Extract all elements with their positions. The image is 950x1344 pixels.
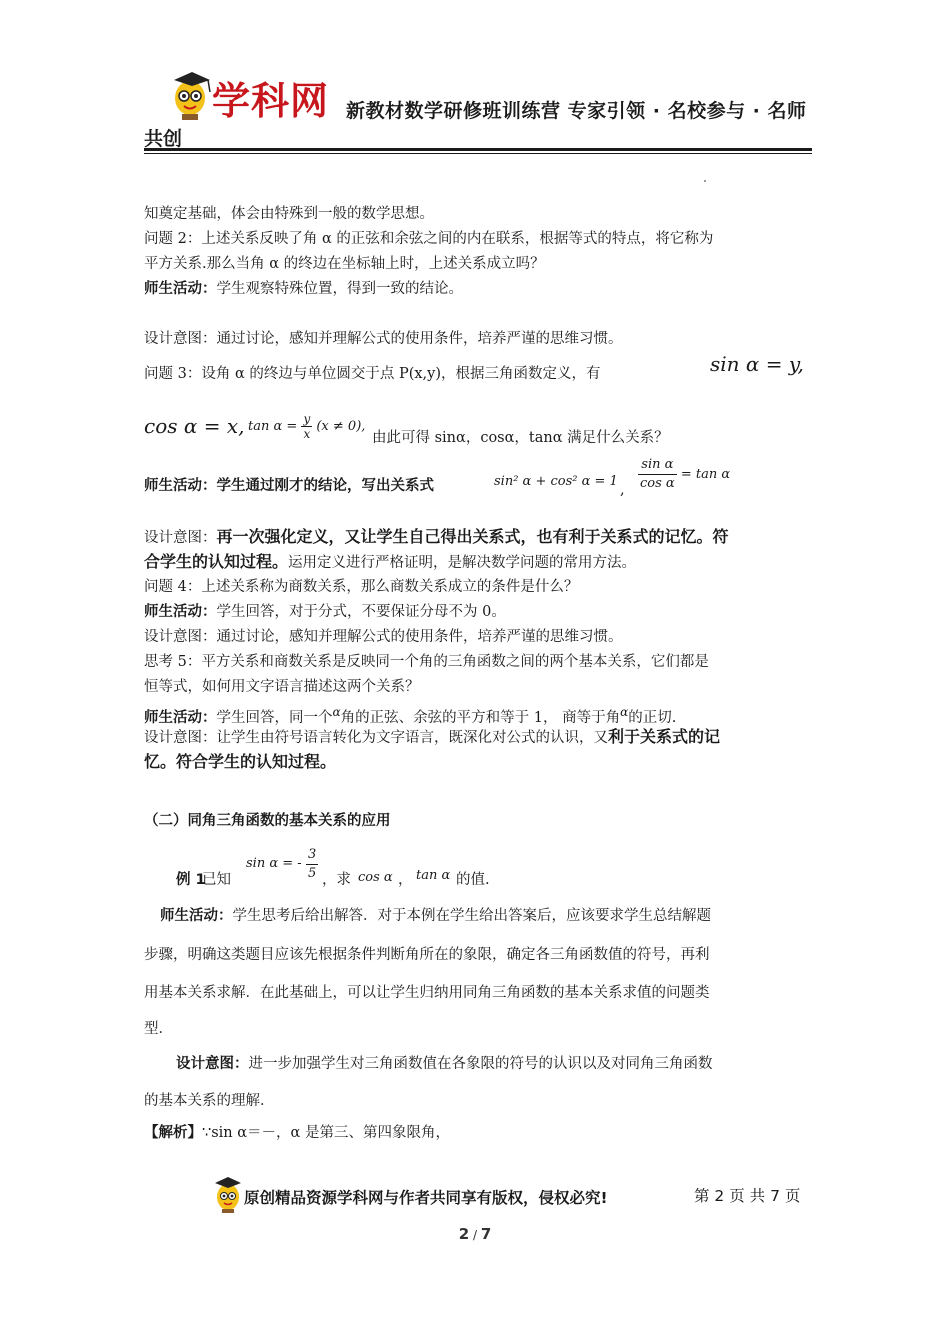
text: 学生回答，同一个 — [216, 709, 333, 726]
fraction — [638, 456, 677, 493]
label: 师生活动：学生通过刚才的结论，写出关系式 — [144, 478, 434, 494]
text-line — [144, 527, 729, 548]
denominator: cos α — [640, 476, 675, 491]
text-line: 的基本关系的理解． — [144, 1093, 275, 1109]
text-line — [144, 702, 676, 728]
text-line: 问题 2：上述关系反映了角 α 的正弦和余弦之间的内在联系，根据等式的特点，将它称为 — [144, 231, 714, 247]
label: 【解析】 — [144, 1125, 202, 1141]
bold-text: 利于关系式的记 — [608, 727, 721, 746]
formula-line — [144, 412, 812, 448]
math-cos: cos α — [358, 870, 393, 885]
text-line — [144, 1123, 450, 1143]
text: 学生思考后给出解答．对于本例在学生给出答案后，应该要求学生总结解题 — [232, 908, 711, 924]
text-line — [144, 727, 720, 748]
text-line: 步骤，明确这类题目应该先根据条件判断角所在的象限，确定各三角函数值的符号，再利 — [144, 947, 710, 963]
text-line: 型． — [144, 1021, 173, 1037]
math-cos: cos α = x, — [144, 414, 245, 438]
copyright-notice: 原创精品资源学科网与作者共同享有版权，侵权必究! — [244, 1189, 608, 1207]
text: 学生回答，对于分式，不要保证分母不为 0。 — [216, 604, 506, 620]
tan-lhs: tan α = — [248, 419, 298, 434]
numerator: sin α — [638, 456, 677, 475]
label: 设计意图： — [176, 1056, 249, 1072]
page-info: 第 2 页 共 7 页 — [694, 1187, 801, 1205]
text-line — [144, 279, 463, 299]
text: ，求 — [322, 872, 351, 888]
text-line: 知奠定基础，体会由特殊到一般的数学思想。 — [144, 206, 434, 222]
math-sin: sin α = y, — [710, 352, 804, 376]
text-line — [176, 1054, 713, 1074]
denominator: x — [303, 427, 311, 441]
math-sin: sin α = - — [246, 856, 302, 871]
text: ， — [398, 872, 413, 888]
text-line — [144, 752, 336, 773]
text: 角的正弦、余弦的平方和等于 1， 商等于角 — [340, 709, 621, 726]
alpha: α — [620, 705, 629, 719]
current-page: 2 — [458, 1225, 470, 1243]
label: 例 1 — [176, 872, 206, 888]
text-line — [144, 552, 636, 573]
fraction — [301, 412, 312, 441]
bold-text: 再一次强化定义，又让学生自己得出关系式，也有利于关系式的记忆。符 — [216, 527, 729, 546]
alpha: α — [332, 705, 341, 719]
total-pages: 7 — [480, 1225, 492, 1243]
text: 运用定义进行严格证明，是解决数学问题的常用方法。 — [288, 555, 637, 571]
label: 师生活动： — [144, 604, 217, 620]
label: 设计意图： — [144, 530, 217, 546]
label: 师生活动： — [160, 908, 233, 924]
separator: / — [469, 1228, 481, 1242]
label: 师生活动： — [144, 281, 217, 297]
header-rule-thick — [144, 148, 812, 151]
denominator: 5 — [308, 866, 317, 881]
section-heading: （二）同角三角函数的基本关系的应用 — [144, 813, 391, 829]
text-line: 思考 5：平方关系和商数关系是反映同一个角的三角函数之间的两个基本关系，它们都是 — [144, 654, 709, 670]
math-identity: sin² α + cos² α = 1 — [494, 474, 618, 489]
mascot-icon — [212, 1174, 244, 1214]
text-line — [160, 906, 711, 926]
numerator: y — [303, 412, 311, 426]
text-line — [144, 602, 506, 622]
formula-line — [144, 456, 812, 496]
text: ∵sin α＝－，α 是第三、第四象限角， — [202, 1125, 450, 1141]
mark — [704, 180, 706, 182]
bold-text: 合学生的认知过程。 — [144, 552, 289, 571]
text: 由此可得 sinα，cosα，tanα 满足什么关系？ — [372, 430, 669, 446]
tan-condition: (x ≠ 0), — [316, 419, 366, 434]
text-line: 问题 4：上述关系称为商数关系，那么商数关系成立的条件是什么？ — [144, 579, 579, 595]
fraction — [306, 846, 318, 883]
text-line: 平方关系.那么当角 α 的终边在坐标轴上时，上述关系成立吗？ — [144, 256, 545, 272]
text-line: 设计意图：通过讨论，感知并理解公式的使用条件，培养严谨的思维习惯。 — [144, 629, 623, 645]
text: 的值. — [456, 872, 490, 888]
text: 的正切. — [628, 709, 677, 726]
page-indicator — [0, 1225, 950, 1243]
text: 学生观察特殊位置，得到一致的结论。 — [216, 281, 463, 297]
text-line: 用基本关系求解．在此基础上，可以让学生归纳用同角三角函数的基本关系求值的问题类 — [144, 985, 710, 1001]
text-line — [144, 352, 812, 384]
text: 问题 3：设角 α 的终边与单位圆交于点 P(x,y)，根据三角函数定义，有 — [144, 366, 601, 382]
logo — [168, 66, 338, 122]
header-title-cont: 共创 — [144, 128, 183, 150]
math-quotient — [638, 456, 730, 493]
comma: , — [620, 482, 625, 498]
text: 已知 — [202, 872, 231, 888]
label: 师生活动： — [144, 709, 217, 726]
numerator: 3 — [306, 846, 318, 865]
text: 设计意图：让学生由符号语言转化为文字语言，既深化对公式的认识，又 — [144, 730, 608, 746]
math-tan — [248, 412, 365, 441]
logo-text: 学科网 — [212, 79, 330, 123]
bold-text: 忆。符合学生的认知过程。 — [144, 752, 337, 771]
header-title: 新教材数学研修班训练营 专家引领 · 名校参与 · 名师 — [346, 100, 807, 122]
text-line: 设计意图：通过讨论，感知并理解公式的使用条件，培养严谨的思维习惯。 — [144, 331, 623, 347]
header-rule-thin — [144, 153, 812, 154]
rhs: = tan α — [680, 467, 731, 482]
math-tan: tan α — [416, 868, 451, 883]
example-line — [176, 846, 576, 890]
text-line: 恒等式，如何用文字语言描述这两个关系？ — [144, 679, 420, 695]
text: 进一步加强学生对三角函数值在各象限的符号的认识以及对同角三角函数 — [248, 1056, 713, 1072]
